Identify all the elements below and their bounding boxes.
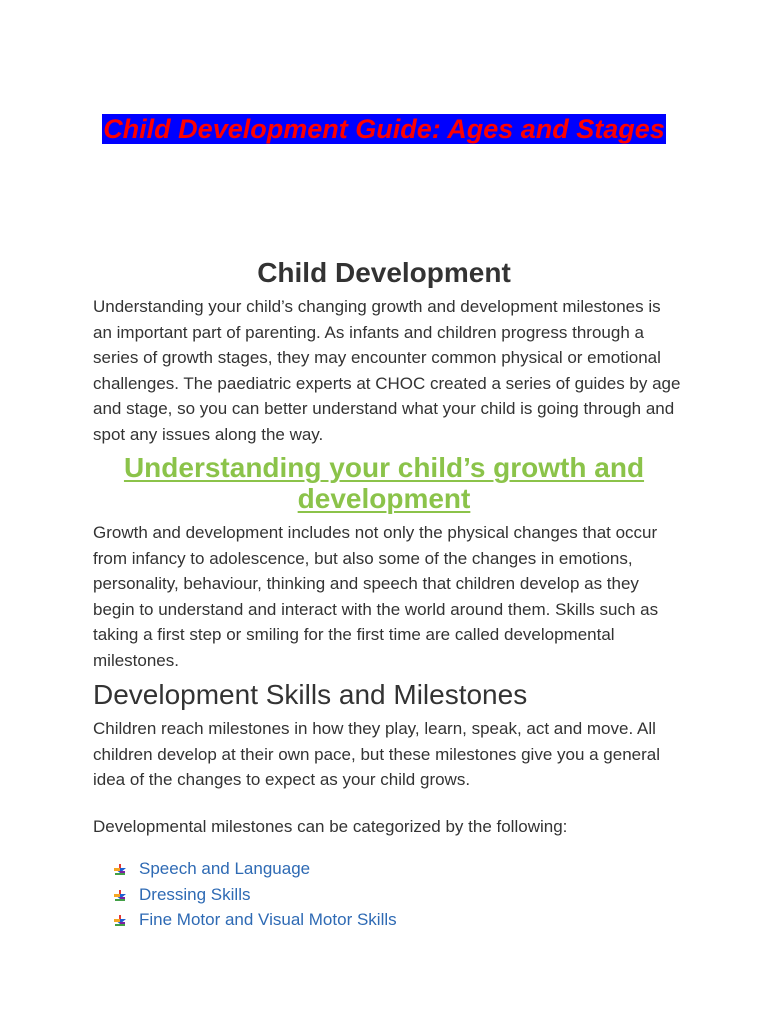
growth-development-heading-link[interactable]: Understanding your child’s growth and development <box>123 452 645 514</box>
list-item-label: Speech and Language <box>139 859 311 878</box>
milestone-category-list <box>113 856 397 933</box>
milestones-intro: Developmental milestones can be categorized by the following: <box>93 817 568 836</box>
skills-milestones-paragraph: Children reach milestones in how they play, learn, speak, act and move. All children develop at their own pace, but these milestones give you a general idea of the changes to expect as your child grows. <box>93 719 661 789</box>
growth-development-paragraph: Growth and development includes not only the physical changes that occur from infancy to adolescence, but also some of the changes in emotions, personality, behaviour, thinking and speech that children develop as they begin to understand and interact with the world around them. Skills such as taking a first step or smiling for the first time are called developmental milestones. <box>93 523 659 670</box>
list-item[interactable] <box>113 882 397 908</box>
list-item-label: Fine Motor and Visual Motor Skills <box>139 910 397 929</box>
document-title <box>0 114 768 145</box>
list-item[interactable] <box>113 907 397 933</box>
arrow-bullet-icon <box>113 864 127 876</box>
document-title-text: Child Development Guide: Ages and Stages <box>103 114 665 144</box>
list-item-label: Dressing Skills <box>139 884 251 904</box>
child-development-heading: Child Development <box>257 257 511 288</box>
skills-milestones-heading: Development Skills and Milestones <box>93 679 528 710</box>
arrow-bullet-icon <box>113 915 127 927</box>
child-development-paragraph: Understanding your child’s changing growth and development milestones is an important part of parenting. As infants and children progress through a series of growth stages, they may encounter common physical or emotional challenges. The paediatric experts at CHOC created a series of guides by age and stage, so you can better understand what your child is going through and spot any issues along the way. <box>93 297 681 444</box>
list-item[interactable] <box>113 856 397 882</box>
arrow-bullet-icon <box>113 890 127 902</box>
